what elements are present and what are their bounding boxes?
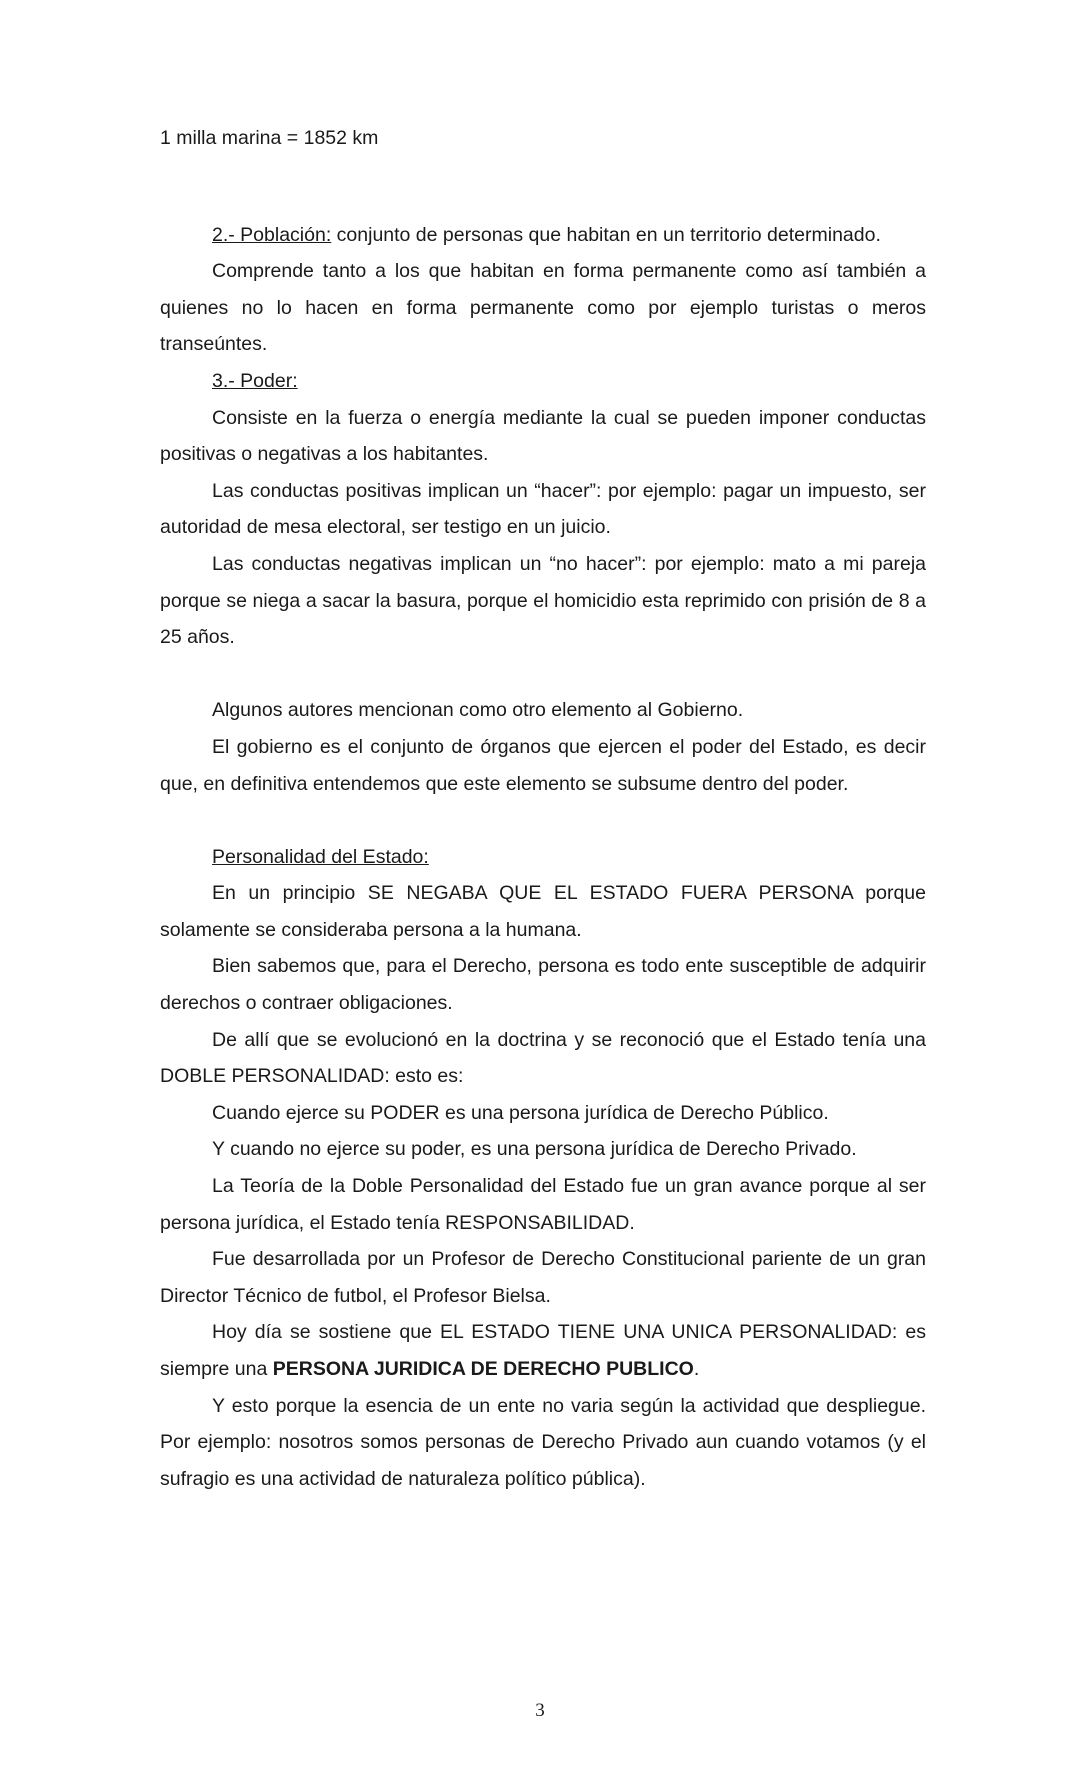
personalidad-p8-end: . <box>693 1358 700 1380</box>
personalidad-paragraph-9: Y esto porque la esencia de un ente no varia según la actividad que despliegue. Por ejemplo: nosotros somos personas de Derecho Privado aun cuando votamos (y el sufragio es una actividad de naturaleza político pública). <box>160 1394 926 1490</box>
page-number: 3 <box>535 1700 545 1721</box>
poblacion-paragraph-2: Comprende tanto a los que habitan en forma permanente como así también a quienes no lo hacen en forma permanente como por ejemplo turistas o meros transeúntes. <box>160 260 926 356</box>
poder-paragraph-2: Las conductas positivas implican un “hacer”: por ejemplo: pagar un impuesto, ser autoridad de mesa electoral, ser testigo en un juicio. <box>160 479 926 539</box>
personalidad-paragraph-5: Y cuando no ejerce su poder, es una persona jurídica de Derecho Privado. <box>212 1138 857 1161</box>
poder-heading: 3.- Poder: <box>212 369 298 392</box>
poder-paragraph-1: Consiste en la fuerza o energía mediante la cual se pueden imponer conductas positivas o negativas a los habitantes. <box>160 406 926 466</box>
poder-paragraph-3: Las conductas negativas implican un “no hacer”: por ejemplo: mato a mi pareja porque se niega a sacar la basura, porque el homicidio esta reprimido con prisión de 8 a 25 años. <box>160 552 926 649</box>
personalidad-paragraph-1: En un principio SE NEGABA QUE EL ESTADO FUERA PERSONA porque solamente se consideraba persona a la humana. <box>160 882 926 941</box>
personalidad-p8-bold: PERSONA JURIDICA DE DERECHO PUBLICO <box>272 1358 694 1380</box>
personalidad-paragraph-7: Fue desarrollada por un Profesor de Derecho Constitucional pariente de un gran Director Técnico de futbol, el Profesor Bielsa. <box>160 1248 926 1307</box>
personalidad-p8-text: Hoy día se sostiene que EL ESTADO TIENE UNA UNICA PERSONALIDAD: es siempre una <box>160 1321 926 1380</box>
personalidad-heading: Personalidad del Estado: <box>212 845 429 868</box>
gobierno-paragraph-2: El gobierno es el conjunto de órganos que ejercen el poder del Estado, es decir que, en definitiva entendemos que este elemento se subsume dentro del poder. <box>160 735 926 795</box>
poblacion-heading: 2.- Población: <box>212 223 332 246</box>
personalidad-paragraph-6: La Teoría de la Doble Personalidad del Estado fue un gran avance porque al ser persona jurídica, el Estado tenía RESPONSABILIDAD. <box>160 1175 926 1234</box>
poder-heading-paragraph <box>160 363 926 400</box>
milla-line: 1 milla marina = 1852 km <box>160 127 379 149</box>
poblacion-paragraph <box>160 217 926 254</box>
personalidad-paragraph-8 <box>160 1314 926 1387</box>
personalidad-paragraph-3: De allí que se evolucionó en la doctrina y se reconoció que el Estado tenía una DOBLE PERSONALIDAD: esto es: <box>160 1028 926 1088</box>
gobierno-paragraph-1: Algunos autores mencionan como otro elemento al Gobierno. <box>212 699 744 722</box>
personalidad-paragraph-4: Cuando ejerce su PODER es una persona jurídica de Derecho Público. <box>212 1101 829 1124</box>
personalidad-paragraph-2: Bien sabemos que, para el Derecho, persona es todo ente susceptible de adquirir derechos o contraer obligaciones. <box>160 955 926 1015</box>
poblacion-definition: conjunto de personas que habitan en un territorio determinado. <box>331 223 881 246</box>
document-page <box>160 120 926 1497</box>
personalidad-heading-paragraph <box>160 839 926 876</box>
